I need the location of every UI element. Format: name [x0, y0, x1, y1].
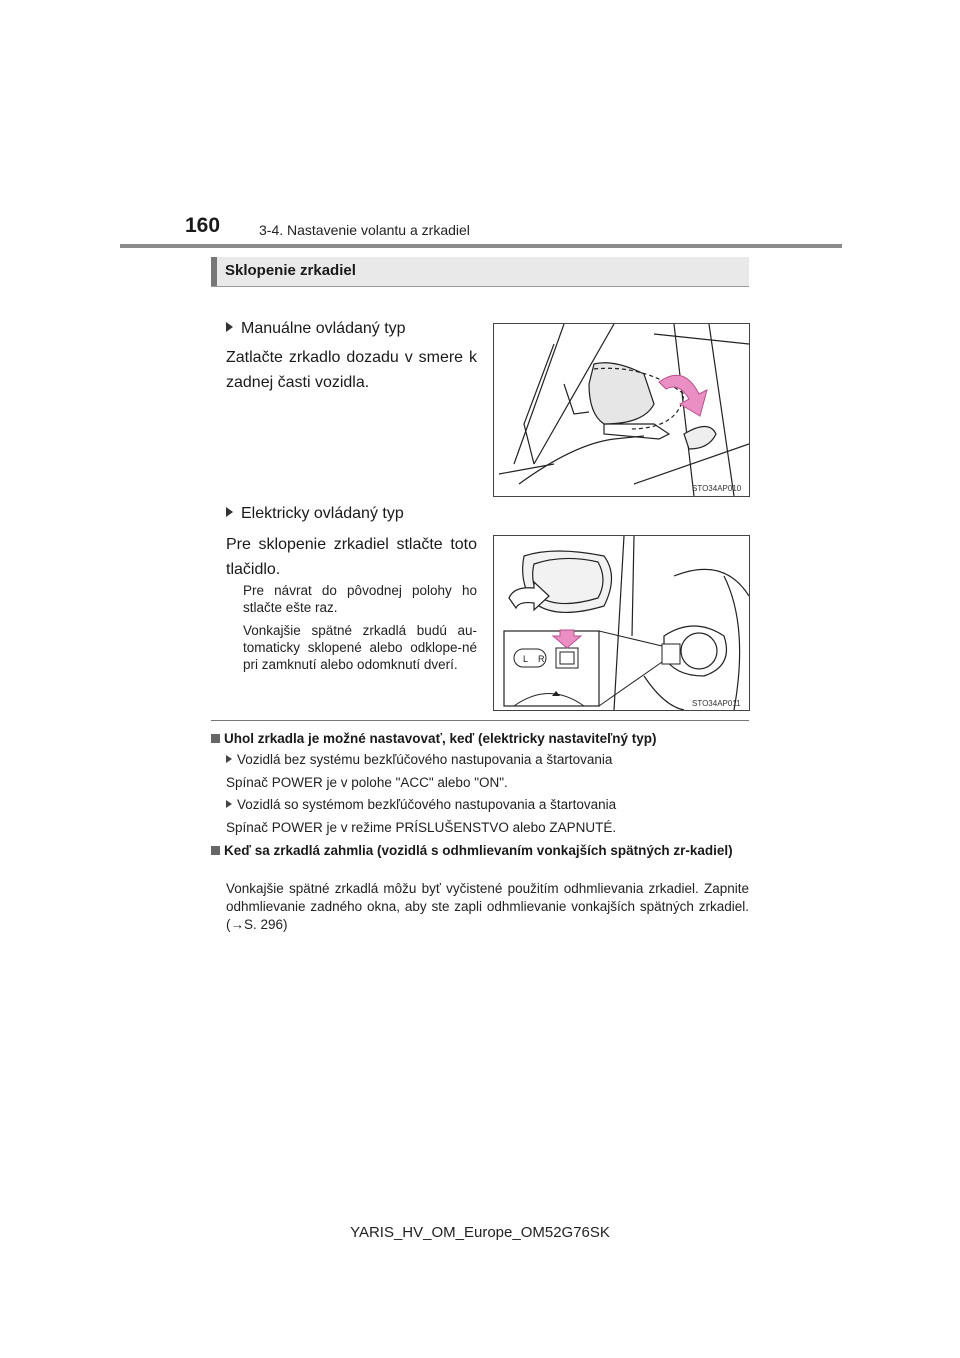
- info-angle-heading: [211, 730, 749, 748]
- document-code: YARIS_HV_OM_Europe_OM52G76SK: [350, 1224, 610, 1241]
- figure-mirror-manual: [493, 323, 750, 497]
- square-bullet-icon: [211, 846, 220, 855]
- section-marker: [211, 257, 217, 286]
- electric-type-label: Elektricky ovládaný typ: [241, 505, 404, 522]
- section-divider: [211, 720, 749, 721]
- switch-right-label: R: [538, 654, 545, 664]
- page-number: 160: [185, 214, 221, 237]
- section-title: Sklopenie zrkadiel: [225, 262, 356, 279]
- mirror-switch-illustration: [494, 536, 749, 710]
- info-fog-heading: [211, 842, 749, 860]
- electric-type-heading: [226, 505, 404, 523]
- info-angle-text1: Spínač POWER je v polohe "ACC" alebo "ON".: [226, 775, 508, 790]
- figure-code: STO34AP011: [692, 699, 741, 708]
- electric-note-auto: Vonkajšie spätné zrkadlá budú au-tomaticky sklopené alebo odklope-né pri zamknutí alebo odomknutí dverí.: [243, 623, 477, 672]
- figure-code: STO34AP010: [692, 484, 742, 493]
- section-header: [211, 257, 749, 287]
- electric-type-text: Pre sklopenie zrkadiel stlačte toto tlačidlo.: [226, 536, 477, 578]
- info-angle-sub2-text: Vozidlá so systémom bezkľúčového nastupovania a štartovania: [237, 797, 617, 812]
- figure-mirror-electric: [493, 535, 750, 711]
- manual-type-text: Zatlačte zrkadlo dozadu v smere k zadnej časti vozidla.: [226, 349, 477, 391]
- info-angle-text2: Spínač POWER je v režime PRÍSLUŠENSTVO alebo ZAPNUTÉ.: [226, 820, 617, 835]
- info-fog-text: Vonkajšie spätné zrkadlá môžu byť vyčistené použitím odhmlievania zrkadiel. Zapnite odhmlievanie zadného okna, aby ste zapli odhmlievanie vonkajších spätných zrkadiel. (→S. 296): [226, 881, 749, 932]
- triangle-bullet-icon: [226, 800, 232, 808]
- electric-note-return: Pre návrat do pôvodnej polohy ho stlačte ešte raz.: [243, 583, 477, 615]
- manual-type-label: Manuálne ovládaný typ: [241, 320, 406, 337]
- info-angle-sub2: [226, 796, 616, 814]
- manual-type-heading: [226, 320, 406, 338]
- info-angle-heading-text: Uhol zrkadla je možné nastavovať, keď (elektricky nastaviteľný typ): [224, 731, 657, 746]
- info-angle-sub1: [226, 751, 612, 769]
- triangle-bullet-icon: [226, 322, 233, 332]
- triangle-bullet-icon: [226, 755, 232, 763]
- mirror-fold-illustration: [494, 324, 749, 496]
- info-fog-heading-text: Keď sa zrkadlá zahmlia (vozidlá s odhmlievaním vonkajších spätných zr-kadiel): [224, 843, 733, 858]
- header-rule: [120, 244, 842, 248]
- switch-left-label: L: [523, 654, 529, 664]
- chapter-title: 3-4. Nastavenie volantu a zrkadiel: [259, 222, 470, 238]
- triangle-bullet-icon: [226, 507, 233, 517]
- square-bullet-icon: [211, 734, 220, 743]
- info-angle-sub1-text: Vozidlá bez systému bezkľúčového nastupovania a štartovania: [237, 752, 613, 767]
